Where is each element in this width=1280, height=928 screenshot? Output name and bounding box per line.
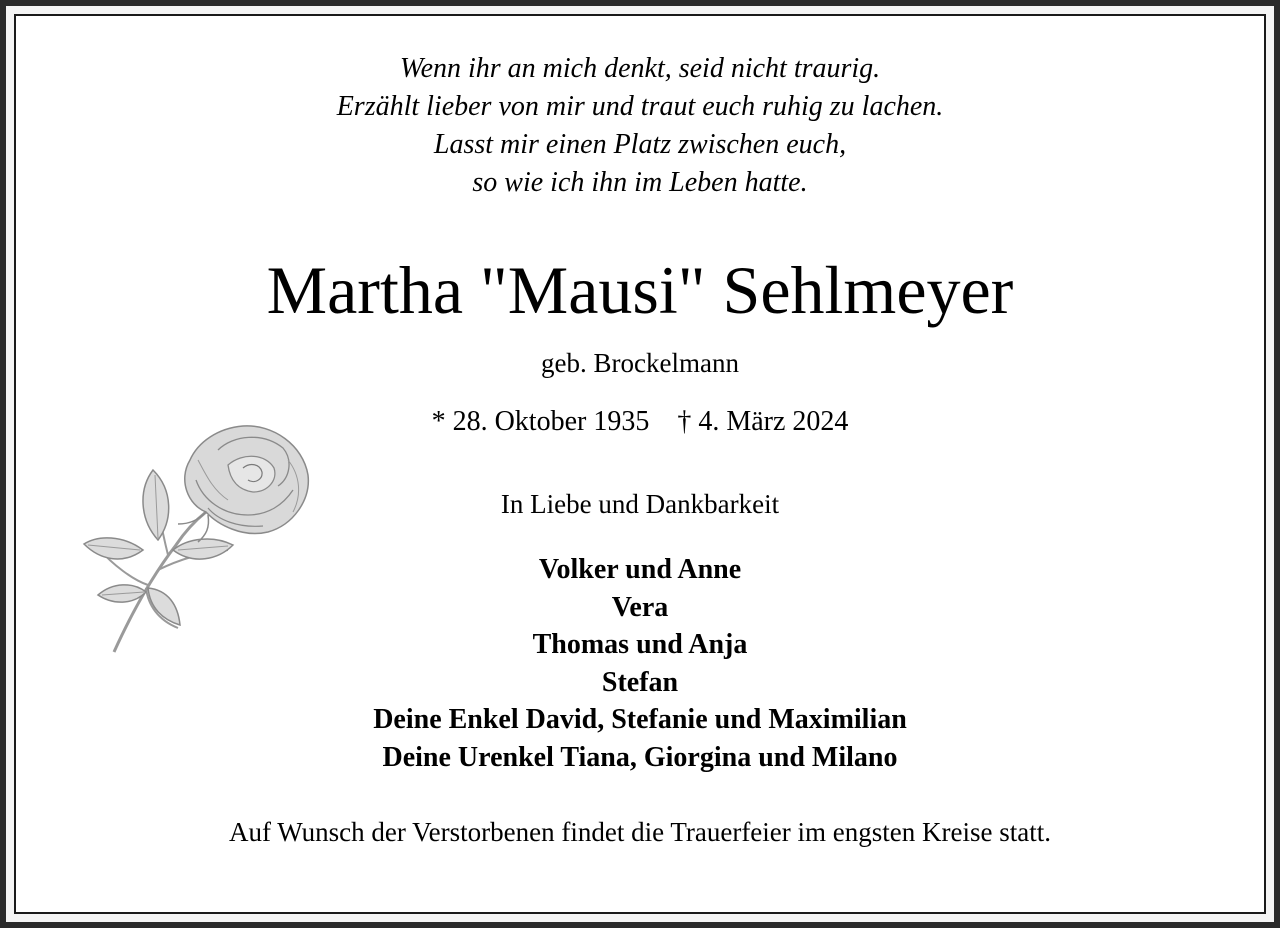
family-member: Vera bbox=[611, 591, 669, 623]
family-member: Deine Urenkel Tiana, Giorgina und Milano bbox=[382, 741, 898, 773]
poem-line: so wie ich ihn im Leben hatte. bbox=[472, 167, 808, 198]
poem-line: Lasst mir einen Platz zwischen euch, bbox=[433, 129, 847, 160]
deceased-name: Martha "Mausi" Sehlmeyer bbox=[266, 252, 1014, 328]
family-member: Deine Enkel David, Stefanie und Maximilian bbox=[373, 704, 907, 736]
tribute-line: In Liebe und Dankbarkeit bbox=[500, 489, 780, 519]
family-member: Volker und Anne bbox=[538, 554, 742, 585]
family-member: Stefan bbox=[601, 666, 679, 698]
poem-line: Wenn ihr an mich denkt, seid nicht traurig. bbox=[399, 53, 881, 84]
rose-icon bbox=[78, 420, 318, 660]
birth-date: * 28. Oktober 1935 bbox=[431, 406, 650, 437]
ceremony-note: Auf Wunsch der Verstorbenen findet die Trauerfeier im engsten Kreise statt. bbox=[229, 817, 1051, 847]
family-member: Thomas und Anja bbox=[532, 629, 748, 661]
poem-line: Erzählt lieber von mir und traut euch ruhig zu lachen. bbox=[336, 91, 944, 122]
death-date: † 4. März 2024 bbox=[677, 406, 849, 437]
poem bbox=[0, 50, 1280, 202]
maiden-name: geb. Brockelmann bbox=[541, 348, 739, 378]
